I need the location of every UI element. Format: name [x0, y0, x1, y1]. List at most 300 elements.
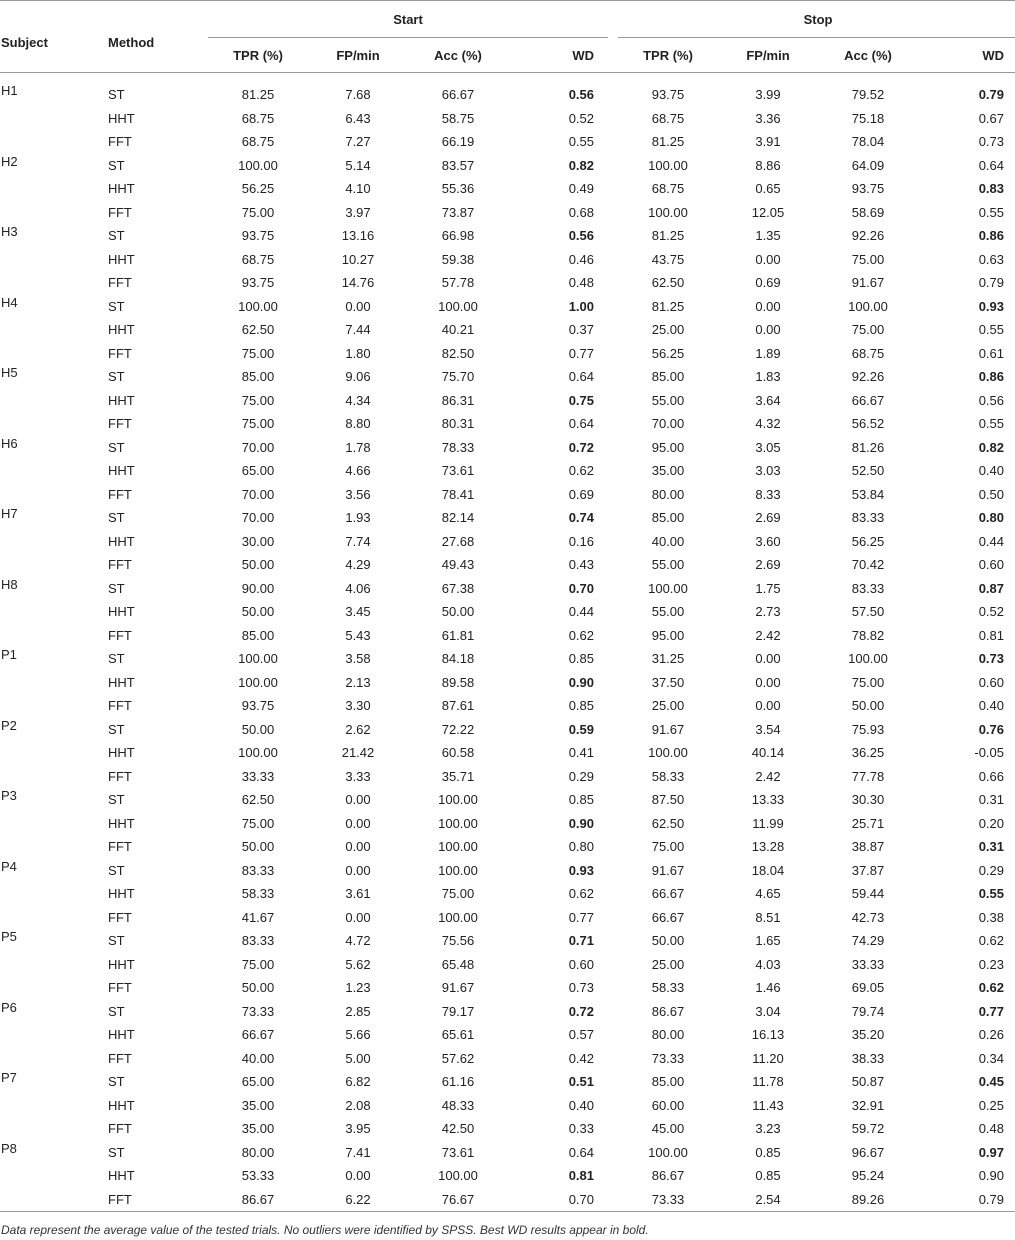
subject-cell	[0, 671, 108, 695]
start-acc-cell: 66.98	[408, 224, 508, 248]
start-acc-cell: 50.00	[408, 600, 508, 624]
stop-wd-cell: 0.55	[918, 318, 1015, 342]
stop-fp-cell: 3.64	[718, 389, 818, 413]
start-fp-cell: 7.74	[308, 530, 408, 554]
stop-tpr-cell: 87.50	[618, 788, 718, 812]
stop-wd-cell: 0.31	[918, 835, 1015, 859]
stop-fp-cell: 4.65	[718, 882, 818, 906]
start-wd-cell: 0.55	[508, 130, 608, 154]
stop-fp-cell: 3.60	[718, 530, 818, 554]
start-tpr-cell: 65.00	[208, 459, 308, 483]
table-row	[0, 577, 1015, 601]
stop-acc-cell: 38.33	[818, 1047, 918, 1071]
stop-fp-cell: 0.00	[718, 318, 818, 342]
method-cell: ST	[108, 1070, 208, 1094]
start-wd-cell: 0.56	[508, 73, 608, 107]
group-gap	[608, 154, 618, 178]
group-gap	[608, 530, 618, 554]
start-fp-cell: 7.41	[308, 1141, 408, 1165]
stop-tpr-cell: 86.67	[618, 1000, 718, 1024]
method-cell: HHT	[108, 318, 208, 342]
start-acc-cell: 73.61	[408, 1141, 508, 1165]
stop-fp-cell: 0.85	[718, 1164, 818, 1188]
table-row	[0, 1164, 1015, 1188]
table-row	[0, 694, 1015, 718]
start-tpr-cell: 100.00	[208, 154, 308, 178]
stop-wd-cell: -0.05	[918, 741, 1015, 765]
start-acc-cell: 67.38	[408, 577, 508, 601]
start-tpr-cell: 35.00	[208, 1117, 308, 1141]
subject-cell	[0, 483, 108, 507]
method-cell: HHT	[108, 953, 208, 977]
start-wd-cell: 0.51	[508, 1070, 608, 1094]
start-wd-cell: 0.64	[508, 412, 608, 436]
method-cell: HHT	[108, 1023, 208, 1047]
start-fp-cell: 4.34	[308, 389, 408, 413]
stop-acc-cell: 59.44	[818, 882, 918, 906]
start-tpr-cell: 41.67	[208, 906, 308, 930]
stop-tpr-cell: 45.00	[618, 1117, 718, 1141]
start-fp-cell: 6.43	[308, 107, 408, 131]
stop-fp-cell: 0.00	[718, 647, 818, 671]
start-fp-cell: 13.16	[308, 224, 408, 248]
method-cell: ST	[108, 1000, 208, 1024]
subject-cell	[0, 201, 108, 225]
table-row	[0, 271, 1015, 295]
start-acc-cell: 75.56	[408, 929, 508, 953]
table-row	[0, 224, 1015, 248]
stop-wd-cell: 0.20	[918, 812, 1015, 836]
start-fp-cell: 6.22	[308, 1188, 408, 1212]
stop-wd-cell: 0.82	[918, 436, 1015, 460]
stop-wd-cell: 0.25	[918, 1094, 1015, 1118]
start-fp-cell: 2.08	[308, 1094, 408, 1118]
group-gap	[608, 389, 618, 413]
group-gap	[608, 624, 618, 648]
table-row	[0, 318, 1015, 342]
start-acc-cell: 82.50	[408, 342, 508, 366]
stop-tpr-cell: 66.67	[618, 906, 718, 930]
table-row	[0, 295, 1015, 319]
method-cell: FFT	[108, 412, 208, 436]
start-fp-cell: 1.23	[308, 976, 408, 1000]
stop-tpr-cell: 73.33	[618, 1188, 718, 1212]
stop-tpr-cell: 50.00	[618, 929, 718, 953]
start-wd-cell: 0.48	[508, 271, 608, 295]
table-row	[0, 248, 1015, 272]
start-acc-cell: 76.67	[408, 1188, 508, 1212]
table-row	[0, 953, 1015, 977]
method-cell: ST	[108, 1141, 208, 1165]
group-gap	[608, 1188, 618, 1212]
group-gap	[608, 177, 618, 201]
table-row	[0, 365, 1015, 389]
subject-cell: H8	[0, 577, 108, 601]
stop-fp-cell: 13.28	[718, 835, 818, 859]
stop-fp-cell: 3.04	[718, 1000, 818, 1024]
stop-wd-cell: 0.29	[918, 859, 1015, 883]
start-tpr-cell: 80.00	[208, 1141, 308, 1165]
start-fp-cell: 0.00	[308, 1164, 408, 1188]
method-cell: HHT	[108, 248, 208, 272]
group-gap	[608, 1000, 618, 1024]
stop-wd-cell: 0.66	[918, 765, 1015, 789]
stop-fp-cell: 2.73	[718, 600, 818, 624]
group-gap	[608, 765, 618, 789]
table-row	[0, 553, 1015, 577]
start-wd-cell: 0.64	[508, 365, 608, 389]
stop-acc-cell: 52.50	[818, 459, 918, 483]
table-row	[0, 1141, 1015, 1165]
subject-cell: P5	[0, 929, 108, 953]
method-cell: HHT	[108, 1094, 208, 1118]
method-cell: HHT	[108, 600, 208, 624]
start-acc-cell: 57.62	[408, 1047, 508, 1071]
start-wd-cell: 0.41	[508, 741, 608, 765]
group-gap	[608, 647, 618, 671]
group-gap	[608, 1047, 618, 1071]
start-acc-cell: 60.58	[408, 741, 508, 765]
group-gap	[608, 1164, 618, 1188]
table-row	[0, 741, 1015, 765]
start-wd-cell: 0.85	[508, 647, 608, 671]
start-tpr-cell: 66.67	[208, 1023, 308, 1047]
start-acc-cell: 75.70	[408, 365, 508, 389]
method-cell: FFT	[108, 342, 208, 366]
subject-cell	[0, 107, 108, 131]
stop-wd-cell: 0.64	[918, 154, 1015, 178]
start-tpr-cell: 100.00	[208, 671, 308, 695]
start-acc-cell: 100.00	[408, 906, 508, 930]
subject-cell: H3	[0, 224, 108, 248]
stop-fp-cell: 8.51	[718, 906, 818, 930]
start-acc-cell: 49.43	[408, 553, 508, 577]
stop-wd-header: WD	[918, 38, 1015, 73]
start-fp-cell: 3.61	[308, 882, 408, 906]
start-tpr-cell: 56.25	[208, 177, 308, 201]
method-cell: HHT	[108, 530, 208, 554]
stop-tpr-cell: 40.00	[618, 530, 718, 554]
start-acc-cell: 73.61	[408, 459, 508, 483]
start-fp-cell: 7.68	[308, 73, 408, 107]
stop-tpr-cell: 62.50	[618, 812, 718, 836]
method-cell: ST	[108, 154, 208, 178]
start-tpr-cell: 70.00	[208, 506, 308, 530]
start-tpr-cell: 58.33	[208, 882, 308, 906]
subject-cell: P1	[0, 647, 108, 671]
start-fp-cell: 0.00	[308, 906, 408, 930]
start-acc-cell: 100.00	[408, 835, 508, 859]
stop-tpr-cell: 55.00	[618, 600, 718, 624]
stop-tpr-cell: 75.00	[618, 835, 718, 859]
stop-acc-cell: 68.75	[818, 342, 918, 366]
group-gap	[608, 1141, 618, 1165]
stop-wd-cell: 0.81	[918, 624, 1015, 648]
start-fp-cell: 4.06	[308, 577, 408, 601]
stop-wd-cell: 0.73	[918, 647, 1015, 671]
stop-tpr-cell: 37.50	[618, 671, 718, 695]
group-gap	[608, 201, 618, 225]
start-wd-cell: 0.57	[508, 1023, 608, 1047]
group-gap	[608, 882, 618, 906]
stop-wd-cell: 0.40	[918, 694, 1015, 718]
stop-tpr-header: TPR (%)	[618, 38, 718, 73]
start-tpr-cell: 62.50	[208, 318, 308, 342]
stop-acc-cell: 36.25	[818, 741, 918, 765]
start-fp-cell: 10.27	[308, 248, 408, 272]
group-gap	[608, 248, 618, 272]
group-gap	[608, 953, 618, 977]
group-gap	[608, 271, 618, 295]
stop-fp-cell: 3.03	[718, 459, 818, 483]
method-cell: ST	[108, 224, 208, 248]
start-wd-cell: 1.00	[508, 295, 608, 319]
start-acc-cell: 42.50	[408, 1117, 508, 1141]
stop-tpr-cell: 91.67	[618, 859, 718, 883]
table-row	[0, 1023, 1015, 1047]
stop-fp-cell: 1.35	[718, 224, 818, 248]
start-fp-cell: 0.00	[308, 812, 408, 836]
stop-wd-cell: 0.38	[918, 906, 1015, 930]
subject-cell: P7	[0, 1070, 108, 1094]
stop-tpr-cell: 85.00	[618, 506, 718, 530]
stop-acc-cell: 56.52	[818, 412, 918, 436]
table-row	[0, 1094, 1015, 1118]
subject-cell	[0, 1117, 108, 1141]
method-cell: ST	[108, 647, 208, 671]
stop-fp-cell: 13.33	[718, 788, 818, 812]
subject-cell	[0, 177, 108, 201]
subject-cell	[0, 1164, 108, 1188]
start-fp-cell: 0.00	[308, 859, 408, 883]
start-fp-cell: 0.00	[308, 295, 408, 319]
subject-cell: P4	[0, 859, 108, 883]
group-gap	[608, 295, 618, 319]
group-gap	[608, 342, 618, 366]
start-wd-cell: 0.70	[508, 1188, 608, 1212]
stop-tpr-cell: 85.00	[618, 1070, 718, 1094]
stop-fp-cell: 1.75	[718, 577, 818, 601]
stop-tpr-cell: 95.00	[618, 436, 718, 460]
group-gap	[608, 671, 618, 695]
stop-group-header: Stop	[618, 1, 1015, 38]
stop-wd-cell: 0.50	[918, 483, 1015, 507]
start-tpr-cell: 83.33	[208, 929, 308, 953]
start-tpr-cell: 73.33	[208, 1000, 308, 1024]
start-tpr-cell: 100.00	[208, 647, 308, 671]
stop-acc-cell: 93.75	[818, 177, 918, 201]
start-wd-cell: 0.60	[508, 953, 608, 977]
method-cell: FFT	[108, 1047, 208, 1071]
stop-acc-cell: 77.78	[818, 765, 918, 789]
stop-acc-cell: 89.26	[818, 1188, 918, 1212]
table-row	[0, 130, 1015, 154]
start-acc-cell: 57.78	[408, 271, 508, 295]
table-row	[0, 107, 1015, 131]
start-acc-cell: 65.48	[408, 953, 508, 977]
start-tpr-cell: 100.00	[208, 741, 308, 765]
start-acc-cell: 61.16	[408, 1070, 508, 1094]
start-tpr-cell: 65.00	[208, 1070, 308, 1094]
table-row	[0, 177, 1015, 201]
table-row	[0, 788, 1015, 812]
group-gap	[608, 1023, 618, 1047]
start-acc-cell: 82.14	[408, 506, 508, 530]
subject-cell	[0, 624, 108, 648]
stop-acc-cell: 50.00	[818, 694, 918, 718]
stop-tpr-cell: 100.00	[618, 741, 718, 765]
start-wd-cell: 0.80	[508, 835, 608, 859]
stop-tpr-cell: 100.00	[618, 154, 718, 178]
stop-tpr-cell: 80.00	[618, 483, 718, 507]
stop-acc-cell: 100.00	[818, 295, 918, 319]
stop-wd-cell: 0.97	[918, 1141, 1015, 1165]
table-row	[0, 718, 1015, 742]
stop-acc-cell: 92.26	[818, 365, 918, 389]
subject-cell	[0, 389, 108, 413]
subject-cell: H7	[0, 506, 108, 530]
stop-acc-cell: 79.74	[818, 1000, 918, 1024]
start-fp-cell: 5.66	[308, 1023, 408, 1047]
subject-cell	[0, 530, 108, 554]
stop-acc-cell: 91.67	[818, 271, 918, 295]
stop-tpr-cell: 62.50	[618, 271, 718, 295]
start-tpr-cell: 35.00	[208, 1094, 308, 1118]
stop-acc-cell: 75.18	[818, 107, 918, 131]
start-wd-cell: 0.33	[508, 1117, 608, 1141]
method-cell: ST	[108, 436, 208, 460]
start-fp-cell: 0.00	[308, 788, 408, 812]
stop-wd-cell: 0.60	[918, 553, 1015, 577]
start-wd-cell: 0.70	[508, 577, 608, 601]
subject-cell: P3	[0, 788, 108, 812]
start-fp-cell: 3.95	[308, 1117, 408, 1141]
group-gap	[608, 1070, 618, 1094]
table-row	[0, 1070, 1015, 1094]
table-body	[0, 73, 1015, 1212]
method-cell: HHT	[108, 1164, 208, 1188]
start-acc-cell: 100.00	[408, 295, 508, 319]
stop-fp-cell: 2.42	[718, 624, 818, 648]
stop-tpr-cell: 58.33	[618, 765, 718, 789]
start-tpr-cell: 93.75	[208, 224, 308, 248]
stop-wd-cell: 0.26	[918, 1023, 1015, 1047]
method-cell: FFT	[108, 201, 208, 225]
start-wd-cell: 0.59	[508, 718, 608, 742]
stop-acc-cell: 100.00	[818, 647, 918, 671]
stop-acc-cell: 50.87	[818, 1070, 918, 1094]
method-cell: FFT	[108, 130, 208, 154]
group-gap	[608, 741, 618, 765]
start-tpr-cell: 75.00	[208, 953, 308, 977]
method-cell: FFT	[108, 271, 208, 295]
stop-acc-cell: 25.71	[818, 812, 918, 836]
start-fp-cell: 1.93	[308, 506, 408, 530]
start-acc-cell: 40.21	[408, 318, 508, 342]
stop-acc-cell: 70.42	[818, 553, 918, 577]
table-row	[0, 459, 1015, 483]
stop-tpr-cell: 100.00	[618, 577, 718, 601]
stop-tpr-cell: 66.67	[618, 882, 718, 906]
subject-cell	[0, 976, 108, 1000]
start-fp-cell: 5.14	[308, 154, 408, 178]
stop-fp-cell: 0.65	[718, 177, 818, 201]
stop-acc-cell: 83.33	[818, 577, 918, 601]
stop-fp-cell: 11.43	[718, 1094, 818, 1118]
start-acc-cell: 78.41	[408, 483, 508, 507]
stop-acc-cell: 35.20	[818, 1023, 918, 1047]
stop-fp-cell: 2.69	[718, 553, 818, 577]
start-tpr-cell: 33.33	[208, 765, 308, 789]
stop-tpr-cell: 81.25	[618, 224, 718, 248]
group-gap	[608, 1094, 618, 1118]
start-tpr-header: TPR (%)	[208, 38, 308, 73]
start-fp-cell: 3.56	[308, 483, 408, 507]
start-acc-cell: 66.67	[408, 73, 508, 107]
group-gap	[608, 483, 618, 507]
start-acc-cell: 100.00	[408, 812, 508, 836]
stop-fp-cell: 8.33	[718, 483, 818, 507]
stop-tpr-cell: 60.00	[618, 1094, 718, 1118]
stop-wd-cell: 0.80	[918, 506, 1015, 530]
stop-acc-cell: 75.00	[818, 318, 918, 342]
subject-cell: H2	[0, 154, 108, 178]
stop-wd-cell: 0.79	[918, 1188, 1015, 1212]
start-tpr-cell: 86.67	[208, 1188, 308, 1212]
start-fp-cell: 3.97	[308, 201, 408, 225]
stop-wd-cell: 0.62	[918, 976, 1015, 1000]
stop-fp-cell: 8.86	[718, 154, 818, 178]
stop-wd-cell: 0.76	[918, 718, 1015, 742]
start-acc-cell: 72.22	[408, 718, 508, 742]
start-wd-cell: 0.85	[508, 694, 608, 718]
start-tpr-cell: 50.00	[208, 553, 308, 577]
subject-cell	[0, 906, 108, 930]
subject-cell: H5	[0, 365, 108, 389]
stop-tpr-cell: 56.25	[618, 342, 718, 366]
start-tpr-cell: 75.00	[208, 412, 308, 436]
method-cell: ST	[108, 577, 208, 601]
subject-cell: H6	[0, 436, 108, 460]
start-fp-cell: 5.62	[308, 953, 408, 977]
stop-wd-cell: 0.44	[918, 530, 1015, 554]
stop-fp-cell: 2.42	[718, 765, 818, 789]
group-gap	[608, 859, 618, 883]
start-wd-cell: 0.64	[508, 1141, 608, 1165]
subject-cell	[0, 318, 108, 342]
stop-fp-cell: 3.36	[718, 107, 818, 131]
start-wd-cell: 0.56	[508, 224, 608, 248]
start-fp-cell: 4.10	[308, 177, 408, 201]
start-tpr-cell: 75.00	[208, 201, 308, 225]
stop-fp-cell: 16.13	[718, 1023, 818, 1047]
start-acc-cell: 91.67	[408, 976, 508, 1000]
stop-tpr-cell: 93.75	[618, 73, 718, 107]
stop-tpr-cell: 55.00	[618, 389, 718, 413]
stop-tpr-cell: 68.75	[618, 177, 718, 201]
stop-acc-cell: 78.82	[818, 624, 918, 648]
stop-wd-cell: 0.45	[918, 1070, 1015, 1094]
stop-wd-cell: 0.63	[918, 248, 1015, 272]
subject-cell	[0, 882, 108, 906]
start-fp-cell: 4.29	[308, 553, 408, 577]
stop-tpr-cell: 68.75	[618, 107, 718, 131]
start-acc-cell: 100.00	[408, 1164, 508, 1188]
stop-acc-cell: 42.73	[818, 906, 918, 930]
start-acc-cell: 58.75	[408, 107, 508, 131]
stop-acc-cell: 95.24	[818, 1164, 918, 1188]
start-tpr-cell: 40.00	[208, 1047, 308, 1071]
